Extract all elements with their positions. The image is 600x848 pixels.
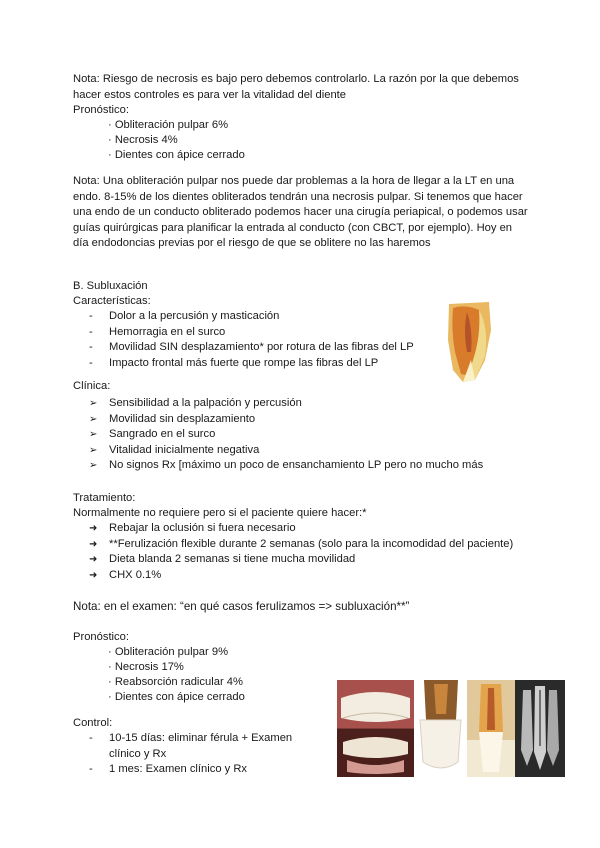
clinica-item: ➢ Sensibilidad a la palpación y percusión (73, 396, 483, 412)
tooth-subluxation-illustration (445, 300, 495, 384)
tratamiento-list (73, 521, 513, 583)
pronostico-2-item: · Necrosis 17% (108, 660, 184, 676)
caracteristicas-item: - Movilidad SIN desplazamiento* por rotura de las fibras del LP (73, 340, 414, 356)
tratamiento-title: Tratamiento: (73, 492, 136, 504)
control-list (73, 731, 309, 778)
clinica-item: ➢ Movilidad sin desplazamiento (73, 412, 483, 428)
tratamiento-intro: Normalmente no requiere pero si el paciente quiere hacer:* (73, 507, 367, 519)
nota-riesgo-necrosis: Nota: Riesgo de necrosis es bajo pero debemos controlarlo. La razón por la que debemos hacer estos controles es para ver la vitalidad del diente (73, 73, 519, 101)
caracteristicas-title: Características: (73, 295, 151, 307)
pronostico-2-item: · Obliteración pulpar 9% (108, 645, 228, 661)
clinica-item: ➢ Sangrado en el surco (73, 427, 483, 443)
caracteristicas-list (73, 309, 414, 371)
control-title: Control: (73, 717, 113, 729)
clinica-title: Clínica: (73, 380, 111, 392)
clinical-photo-teeth (337, 680, 414, 777)
control-item: - 10-15 días: eliminar férula + Examen clínico y Rx (73, 731, 309, 762)
caracteristicas-item: - Impacto frontal más fuerte que rompe las fibras del LP (73, 356, 414, 372)
pronostico-1-title: Pronóstico: (73, 104, 129, 116)
pronostico-1-item: · Obliteración pulpar 6% (108, 118, 228, 134)
clinica-item: ➢ Vitalidad inicialmente negativa (73, 443, 483, 459)
control-item: - 1 mes: Examen clínico y Rx (73, 762, 309, 778)
tooth-root-periodontal-diagram (467, 680, 515, 777)
pronostico-2-item: · Dientes con ápice cerrado (108, 690, 245, 706)
caracteristicas-item: - Dolor a la percusión y masticación (73, 309, 414, 325)
tratamiento-item: ➜ Rebajar la oclusión si fuera necesario (73, 521, 513, 537)
pronostico-1-item: · Necrosis 4% (108, 133, 178, 149)
nota-examen: Nota: en el examen: “en qué casos ferulizamos => subluxación**” (73, 600, 410, 613)
pronostico-2-item: · Reabsorción radicular 4% (108, 675, 243, 691)
tooth-crown-diagram (414, 680, 467, 777)
tratamiento-item: ➜ CHX 0.1% (73, 568, 513, 584)
periapical-radiograph (515, 680, 565, 777)
clinica-item: ➢ No signos Rx [máximo un poco de ensanchamiento LP pero no mucho más (73, 458, 483, 474)
section-title-subluxacion: B. Subluxación (73, 280, 148, 292)
nota-obliteracion-pulpar: Nota: Una obliteración pulpar nos puede dar problemas a la hora de llegar a la LT en una endo. 8-15% de los dientes obliterados tendrán una necrosis pulpar. Si tenemos que hacer una endo de un conducto obliterado podemos hacer una cirugía periapical, o podemos usar guías quirúrgicas para planificar la entrada al conducto (con CBCT, por ejemplo). Hoy en día endodoncias previas por el riesgo de que se oblitere no las haremos (73, 175, 528, 249)
caracteristicas-item: - Hemorragia en el surco (73, 325, 414, 341)
tratamiento-item: ➜ Dieta blanda 2 semanas si tiene mucha movilidad (73, 552, 513, 568)
tratamiento-item: ➜ **Ferulización flexible durante 2 semanas (solo para la incomodidad del paciente) (73, 537, 513, 553)
pronostico-1-item: · Dientes con ápice cerrado (108, 148, 245, 164)
pronostico-2-title: Pronóstico: (73, 631, 129, 643)
clinica-list (73, 396, 483, 474)
